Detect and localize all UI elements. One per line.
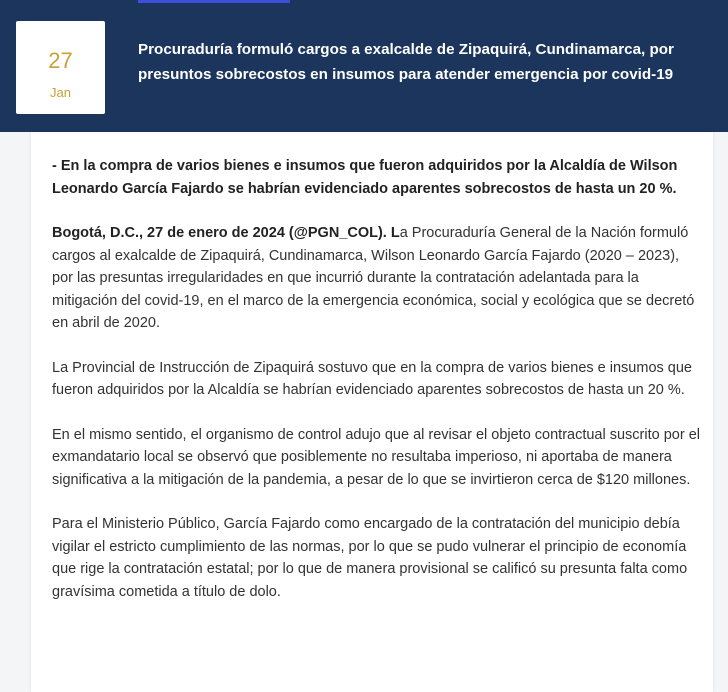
article-paragraph-1	[52, 222, 702, 335]
article-body	[52, 155, 702, 625]
date-badge	[16, 21, 105, 114]
date-month: Jan	[50, 85, 71, 100]
date-day: 27	[48, 48, 73, 73]
article-dateline: Bogotá, D.C., 27 de enero de 2024 (@PGN_COL). L	[52, 225, 400, 241]
article-paragraph-1-text: a Procuraduría General de la Nación formuló cargos al exalcalde de Zipaquirá, Cundinamarca, Wilson Leonardo García Fajardo (2020 – 2023), por las presuntas irregularidades en que incurrió durante la contratación adelantada para la mitigación del covid-19, en el marco de la emergencia económica, social y ecológica que se decretó en abril de 2020.	[52, 225, 695, 331]
article-title: Procuraduría formuló cargos a exalcalde de Zipaquirá, Cundinamarca, por presuntos sobrecostos en insumos para atender emergencia por covid-19	[138, 41, 674, 83]
article-paragraph-2: La Provincial de Instrucción de Zipaquirá sostuvo que en la compra de varios bienes e insumos que fueron adquiridos por la Alcaldía se habrían evidenciado aparentes sobrecostos de hasta un 20 %.	[52, 359, 692, 398]
article-header	[0, 0, 728, 132]
article-lead: - En la compra de varios bienes e insumos que fueron adquiridos por la Alcaldía de Wilson Leonardo García Fajardo se habrían evidenciado aparentes sobrecostos de hasta un 20 %.	[52, 158, 678, 197]
article-paragraph-3: En el mismo sentido, el organismo de control adujo que al revisar el objeto contractual suscrito por el exmandatario local se observó que posiblemente no resultaba imperioso, ni aportaba de manera significativa a la mitigación de la pandemia, a pesar de lo que se invirtieron cerca de $120 millones.	[52, 426, 701, 488]
top-accent-bar	[138, 0, 290, 3]
article-paragraph-4: Para el Ministerio Público, García Fajardo como encargado de la contratación del municipio debía vigilar el estricto cumplimiento de las normas, por lo que se pudo vulnerar el principio de economía que rige la contratación estatal; por lo que de manera provisional se calificó su presunta falta como gravísima cometida a título de dolo.	[52, 516, 688, 600]
